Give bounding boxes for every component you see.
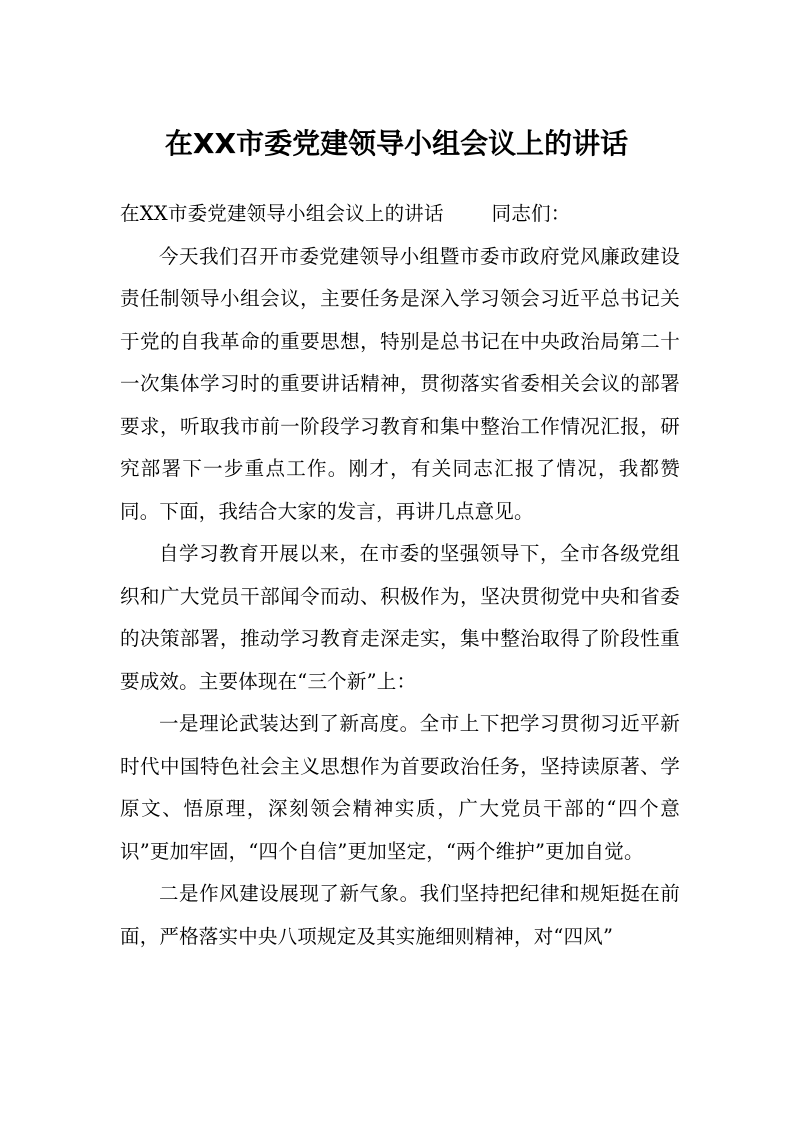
paragraph-3: 一是理论武装达到了新高度。全市上下把学习贯彻习近平新时代中国特色社会主义思想作为首要政治任务，坚持读原著、学原文、悟原理，深刻领会精神实质，广大党员干部的“四个意识”更加牢固，“四个自信”更加坚定，“两个维护”更加自觉。	[120, 712, 680, 863]
salutation-text: 同志们：	[491, 202, 571, 225]
greeting-line	[120, 193, 680, 236]
paragraph-4: 二是作风建设展现了新气象。我们坚持把纪律和规矩挺在前面，严格落实中央八项规定及其实施细则精神，对“四风”	[120, 882, 680, 948]
document-body	[120, 193, 680, 958]
paragraph-2: 自学习教育开展以来，在市委的坚强领导下，全市各级党组织和广大党员干部闻令而动、积极作为，坚决贯彻党中央和省委的决策部署，推动学习教育走深走实，集中整治取得了阶段性重要成效。主要体现在“三个新”上：	[120, 542, 680, 693]
document-title: 在XX市委党建领导小组会议上的讲话	[164, 127, 629, 160]
paragraph-1: 今天我们召开市委党建领导小组暨市委市政府党风廉政建设责任制领导小组会议，主要任务是深入学习领会习近平总书记关于党的自我革命的重要思想，特别是总书记在中央政治局第二十一次集体学习时的重要讲话精神，贯彻落实省委相关会议的部署要求，听取我市前一阶段学习教育和集中整治工作情况汇报，研究部署下一步重点工作。刚才，有关同志汇报了情况，我都赞同。下面，我结合大家的发言，再讲几点意见。	[120, 244, 680, 523]
subtitle-text: 在XX市委党建领导小组会议上的讲话	[120, 202, 444, 225]
